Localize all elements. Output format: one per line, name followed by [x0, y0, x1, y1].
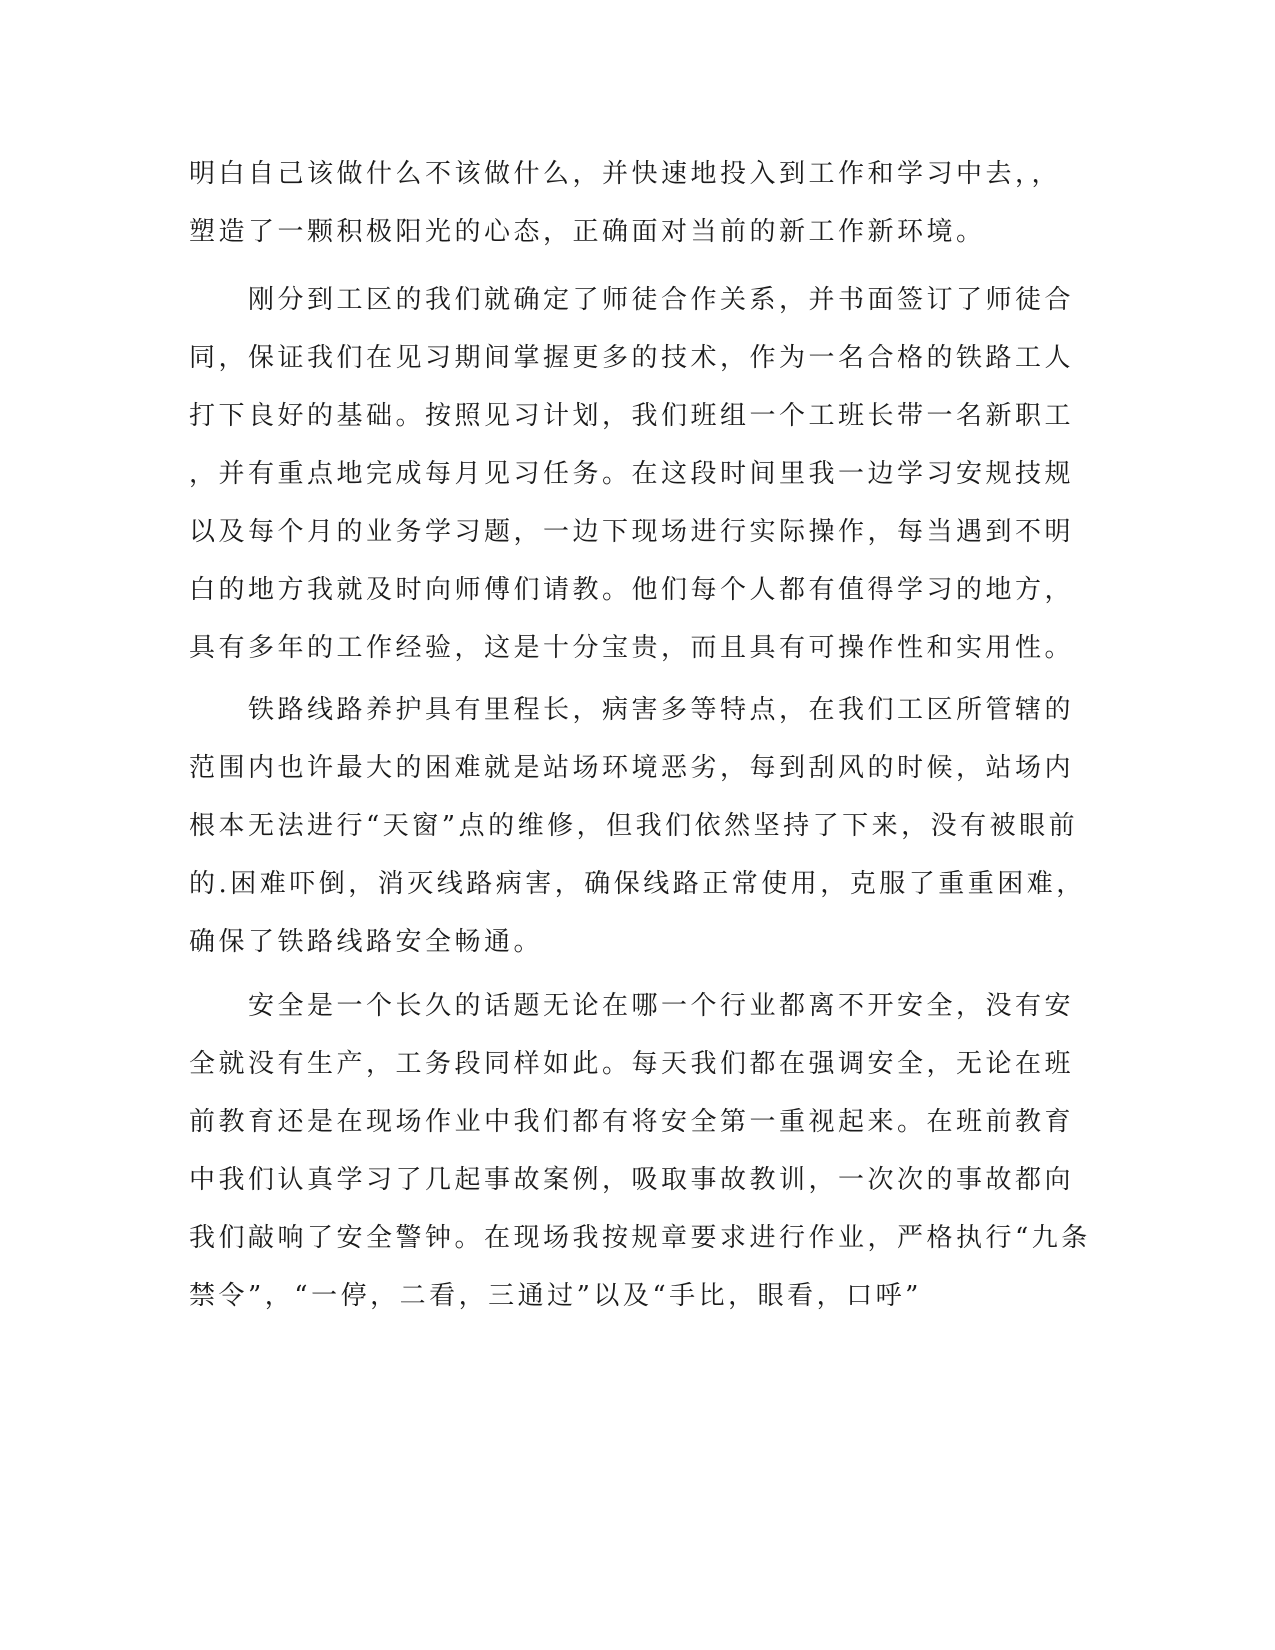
text-line: 前教育还是在现场作业中我们都有将安全第一重视起来。在班前教育: [189, 1107, 1075, 1137]
text-line: 具有多年的工作经验，这是十分宝贵，而且具有可操作性和实用性。: [189, 633, 1075, 663]
text-line: 确保了铁路线路安全畅通。: [189, 927, 544, 957]
text-line: 范围内也许最大的困难就是站场环境恶劣，每到刮风的时候，站场内: [189, 753, 1075, 783]
text-line: 根本无法进行“天窗”点的维修，但我们依然坚持了下来，没有被眼前: [189, 811, 1079, 841]
text-line: 以及每个月的业务学习题，一边下现场进行实际操作，每当遇到不明: [189, 517, 1075, 547]
text-line: 中我们认真学习了几起事故案例，吸取事故教训，一次次的事故都向: [189, 1165, 1075, 1195]
text-line: 安全是一个长久的话题无论在哪一个行业都离不开安全，没有安: [189, 991, 1075, 1021]
text-line: 全就没有生产，工务段同样如此。每天我们都在强调安全，无论在班: [189, 1049, 1075, 1079]
text-line: 铁路线路养护具有里程长，病害多等特点，在我们工区所管辖的: [189, 695, 1075, 725]
text-line: 我们敲响了安全警钟。在现场我按规章要求进行作业，严格执行“九条: [189, 1223, 1091, 1253]
text-line: 同，保证我们在见习期间掌握更多的技术，作为一名合格的铁路工人: [189, 343, 1075, 373]
text-line: 明白自己该做什么不该做什么，并快速地投入到工作和学习中去，，: [189, 159, 1062, 189]
text-line: 白的地方我就及时向师傅们请教。他们每个人都有值得学习的地方，: [189, 575, 1075, 605]
text-line: 打下良好的基础。按照见习计划，我们班组一个工班长带一名新职工: [189, 401, 1075, 431]
text-line: 塑造了一颗积极阳光的心态，正确面对当前的新工作新环境。: [189, 217, 986, 247]
text-line: 的.困难吓倒，消灭线路病害，确保线路正常使用，克服了重重困难，: [189, 869, 1086, 899]
text-line: ，并有重点地完成每月见习任务。在这段时间里我一边学习安规技规: [189, 459, 1075, 489]
text-line: 禁令”，“一停，二看，三通过”以及“手比，眼看，口呼”: [189, 1281, 922, 1311]
text-line: 刚分到工区的我们就确定了师徒合作关系，并书面签订了师徒合: [189, 285, 1075, 315]
